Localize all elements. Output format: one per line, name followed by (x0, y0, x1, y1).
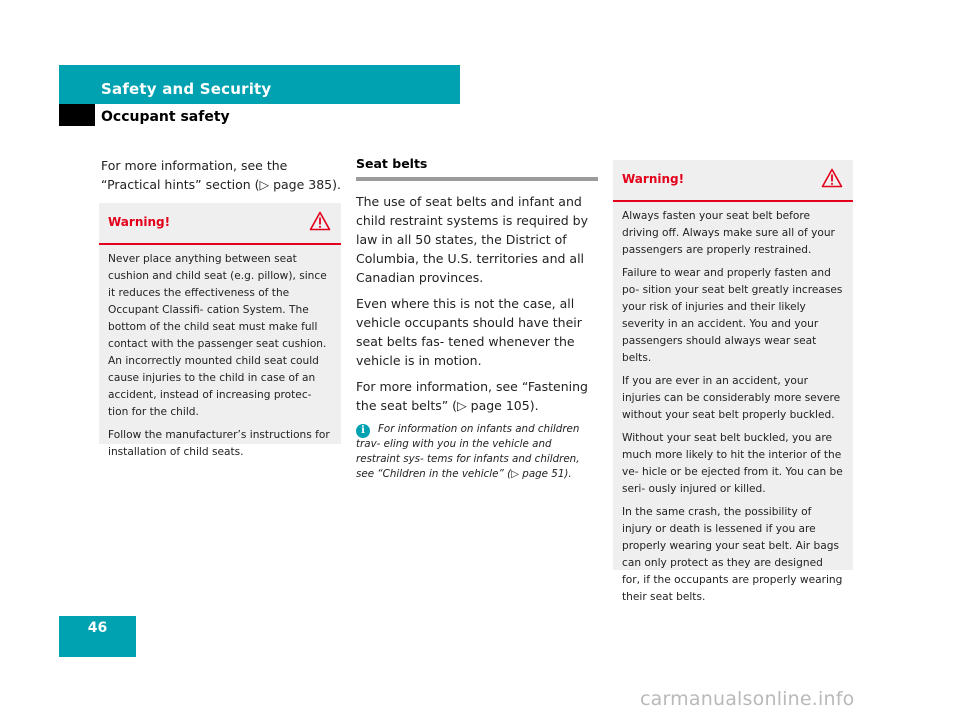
warning-box-child-seat (99, 203, 341, 458)
section-heading: Seat belts (356, 156, 428, 171)
warning-body (613, 202, 853, 616)
page-subtitle: Occupant safety (101, 109, 230, 125)
warning-paragraph: If you are ever in an accident, your injuries can be considerably more severe without your seat belt properly buckled. (622, 375, 841, 421)
body-paragraph: The use of seat belts and infant and child restraint systems is required by law in all 50 states, the District of Columbia, the U.S. territories and all Canadian provinces. (356, 194, 589, 285)
seat-belts-section (356, 156, 598, 482)
warning-paragraph: Failure to wear and properly fasten and po- sition your seat belt greatly increases your risk of injuries and their likely severity in an accident. You and your passengers should always wear seat belts. (622, 267, 843, 364)
warning-label: Warning! (108, 215, 171, 229)
body-paragraph: For more information, see “Fastening the seat belts” (▷ page 105). (356, 379, 588, 413)
warning-header (99, 203, 341, 245)
warning-body (99, 245, 341, 471)
warning-triangle-icon (309, 211, 331, 231)
warning-paragraph: Without your seat belt buckled, you are much more likely to hit the interior of the ve- hicle or be ejected from it. You can be seri- ously injured or killed. (622, 432, 843, 495)
warning-label: Warning! (622, 172, 685, 186)
page-number: 46 (87, 620, 108, 636)
heading-rule (356, 177, 598, 181)
warning-box-seat-belts (613, 160, 853, 603)
info-icon: i (356, 424, 370, 438)
warning-triangle-icon (821, 168, 843, 188)
body-paragraph: Even where this is not the case, all vehicle occupants should have their seat belts fas- tened whenever the vehicle is in motion. (356, 296, 582, 368)
warning-paragraph: Always fasten your seat belt before driving off. Always make sure all of your passengers are properly restrained. (622, 210, 835, 256)
warning-header (613, 160, 853, 202)
section-marker (59, 104, 95, 126)
warning-paragraph: In the same crash, the possibility of injury or death is lessened if you are properly wearing your seat belt. Air bags can only protect as they are designed for, if the occupants are properly wearing their seat belts. (622, 506, 843, 603)
section-title: Safety and Security (101, 80, 272, 98)
warning-paragraph: Follow the manufacturer’s instructions for installation of child seats. (108, 429, 330, 458)
intro-paragraph: For more information, see the “Practical hints” section (▷ page 385). (101, 158, 341, 192)
watermark: carmanualsonline.info (640, 688, 855, 710)
info-note-text: For information on infants and children trav- eling with you in the vehicle and restraint sys- tems for infants and children, see “Children in the vehicle” (▷ page 51). (356, 423, 580, 480)
warning-paragraph: Never place anything between seat cushion and child seat (e.g. pillow), since it reduces the effectiveness of the Occupant Classifi- cation System. The bottom of the child seat must make full contact with the passenger seat cushion. An incorrectly mounted child seat could cause injuries to the child in case of an accident, instead of increasing protec- tion for the child. (108, 253, 327, 418)
info-note (356, 422, 598, 482)
